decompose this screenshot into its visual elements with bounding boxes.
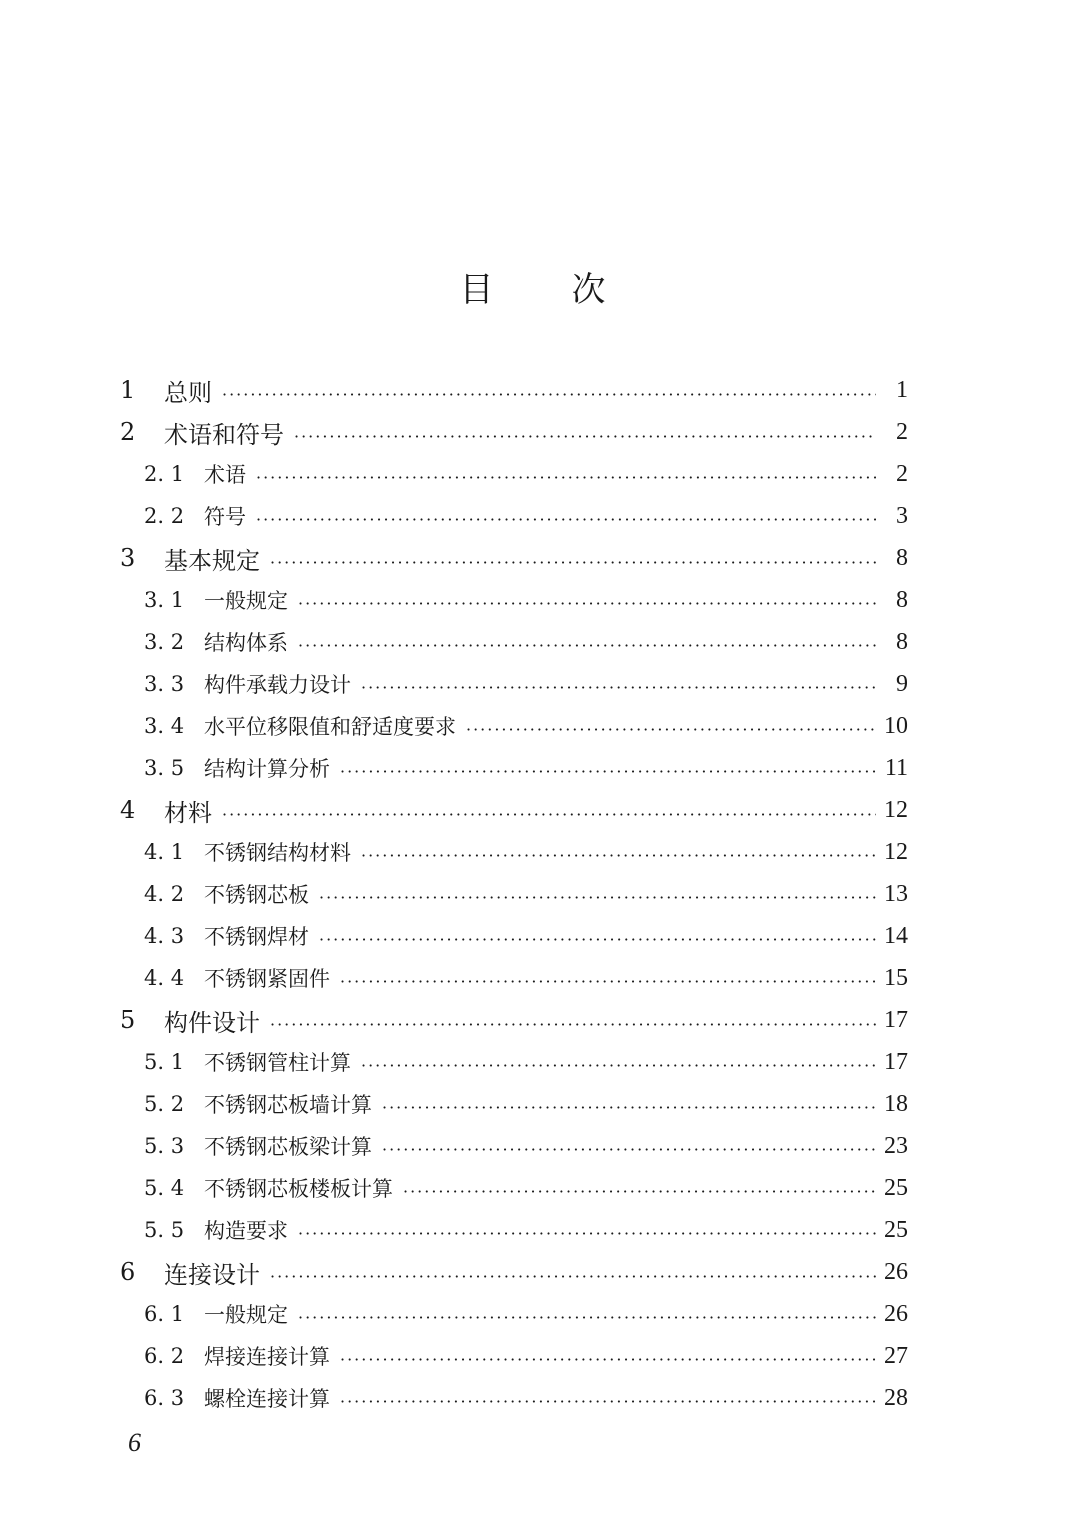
toc-entry-number: 5. 3 [144, 1134, 185, 1158]
toc-chapter-entry[interactable] [120, 369, 908, 411]
toc-section-entry[interactable] [120, 1209, 908, 1251]
toc-entry-page: 2 [896, 460, 908, 487]
toc-entry-number: 4. 3 [144, 924, 185, 948]
toc-chapter-entry[interactable] [120, 999, 908, 1041]
toc-entry-number: 5. 4 [144, 1176, 185, 1200]
toc-chapter-entry[interactable] [120, 411, 908, 453]
toc-chapter-entry[interactable] [120, 537, 908, 579]
toc-entry-title: 不锈钢芯板 [204, 883, 309, 907]
toc-entry-title: 符号 [204, 505, 246, 529]
toc-entry-title: 不锈钢管柱计算 [204, 1051, 351, 1075]
toc-entry-title: 不锈钢紧固件 [204, 967, 330, 991]
toc-entry-page: 1 [896, 376, 908, 403]
toc-dot-leader [270, 1006, 876, 1035]
toc-entry-number: 5. 1 [144, 1050, 185, 1074]
toc-chapter-entry[interactable] [120, 789, 908, 831]
toc-entry-number: 3 [120, 544, 136, 572]
toc-section-entry[interactable] [120, 873, 908, 915]
toc-dot-leader [340, 1343, 876, 1368]
page-title-char-1: 目 [459, 270, 494, 310]
toc-section-entry[interactable] [120, 1083, 908, 1125]
toc-entry-page: 14 [884, 922, 908, 949]
toc-entry-page: 9 [896, 670, 908, 697]
toc-entry-title: 螺栓连接计算 [204, 1387, 330, 1411]
toc-entry-page: 17 [884, 1048, 908, 1075]
toc-dot-leader [361, 839, 876, 864]
toc-section-entry[interactable] [120, 579, 908, 621]
toc-entry-title: 构造要求 [204, 1219, 288, 1243]
toc-entry-number: 4. 4 [144, 966, 185, 990]
toc-entry-number: 3. 1 [144, 588, 185, 612]
toc-entry-number: 4. 2 [144, 882, 185, 906]
toc-section-entry[interactable] [120, 1335, 908, 1377]
toc-dot-leader [298, 1301, 876, 1326]
toc-entry-number: 3. 4 [144, 714, 185, 738]
toc-dot-leader [403, 1175, 876, 1200]
toc-entry-page: 25 [884, 1174, 908, 1201]
toc-entry-number: 6. 3 [144, 1386, 185, 1410]
toc-entry-title: 不锈钢芯板楼板计算 [204, 1177, 393, 1201]
table-of-contents [120, 369, 908, 1419]
toc-entry-title: 焊接连接计算 [204, 1345, 330, 1369]
toc-entry-page: 2 [896, 418, 908, 445]
toc-dot-leader [361, 1049, 876, 1074]
toc-entry-page: 8 [896, 628, 908, 655]
toc-dot-leader [466, 713, 876, 738]
toc-entry-title: 不锈钢焊材 [204, 925, 309, 949]
toc-entry-title: 不锈钢结构材料 [204, 841, 351, 865]
toc-entry-number: 4. 1 [144, 840, 185, 864]
toc-dot-leader [340, 1385, 876, 1410]
toc-dot-leader [222, 376, 876, 405]
toc-dot-leader [382, 1091, 876, 1116]
toc-entry-number: 6. 2 [144, 1344, 185, 1368]
toc-dot-leader [222, 796, 876, 825]
toc-dot-leader [298, 629, 876, 654]
toc-entry-number: 3. 5 [144, 756, 185, 780]
toc-entry-page: 8 [896, 586, 908, 613]
toc-section-entry[interactable] [120, 1167, 908, 1209]
toc-section-entry[interactable] [120, 1293, 908, 1335]
toc-section-entry[interactable] [120, 1125, 908, 1167]
toc-dot-leader [382, 1133, 876, 1158]
toc-chapter-entry[interactable] [120, 1251, 908, 1293]
toc-entry-title: 基本规定 [164, 546, 260, 575]
toc-dot-leader [361, 671, 876, 696]
toc-entry-page: 15 [884, 964, 908, 991]
toc-section-entry[interactable] [120, 957, 908, 999]
toc-entry-title: 连接设计 [164, 1260, 260, 1289]
toc-entry-page: 11 [884, 754, 908, 781]
page-title [0, 262, 1065, 311]
toc-dot-leader [319, 923, 876, 948]
toc-entry-page: 17 [884, 1006, 908, 1033]
toc-entry-title: 一般规定 [204, 589, 288, 613]
toc-entry-page: 26 [884, 1300, 908, 1327]
toc-section-entry[interactable] [120, 705, 908, 747]
toc-entry-page: 13 [884, 880, 908, 907]
toc-entry-title: 总则 [164, 378, 212, 407]
toc-section-entry[interactable] [120, 1377, 908, 1419]
toc-dot-leader [270, 544, 876, 573]
toc-dot-leader [256, 503, 876, 528]
toc-entry-title: 构件设计 [164, 1008, 260, 1037]
toc-section-entry[interactable] [120, 621, 908, 663]
toc-dot-leader [256, 461, 876, 486]
toc-entry-number: 5 [120, 1006, 136, 1034]
toc-dot-leader [319, 881, 876, 906]
toc-entry-number: 5. 5 [144, 1218, 185, 1242]
toc-dot-leader [270, 1258, 876, 1287]
toc-entry-page: 28 [884, 1384, 908, 1411]
toc-entry-page: 25 [884, 1216, 908, 1243]
toc-entry-number: 3. 2 [144, 630, 185, 654]
toc-dot-leader [340, 965, 876, 990]
toc-entry-title: 一般规定 [204, 1303, 288, 1327]
toc-entry-number: 2. 1 [144, 462, 185, 486]
toc-dot-leader [340, 755, 876, 780]
toc-entry-page: 12 [884, 796, 908, 823]
page-number: 6 [128, 1428, 141, 1457]
toc-dot-leader [298, 587, 876, 612]
toc-entry-number: 1 [120, 376, 136, 404]
toc-section-entry[interactable] [120, 495, 908, 537]
toc-entry-number: 5. 2 [144, 1092, 185, 1116]
toc-entry-page: 8 [896, 544, 908, 571]
toc-entry-title: 构件承载力设计 [204, 673, 351, 697]
toc-entry-number: 6 [120, 1258, 136, 1286]
toc-entry-page: 12 [884, 838, 908, 865]
toc-entry-number: 4 [120, 796, 136, 824]
toc-entry-title: 不锈钢芯板墙计算 [204, 1093, 372, 1117]
toc-section-entry[interactable] [120, 915, 908, 957]
toc-entry-page: 27 [884, 1342, 908, 1369]
toc-entry-title: 结构体系 [204, 631, 288, 655]
toc-entry-page: 10 [884, 712, 908, 739]
toc-entry-title: 术语和符号 [164, 420, 284, 449]
toc-entry-title: 水平位移限值和舒适度要求 [204, 715, 456, 739]
toc-entry-title: 术语 [204, 463, 246, 487]
toc-entry-title: 不锈钢芯板梁计算 [204, 1135, 372, 1159]
toc-dot-leader [294, 418, 876, 447]
toc-entry-number: 6. 1 [144, 1302, 185, 1326]
toc-entry-page: 3 [896, 502, 908, 529]
toc-section-entry[interactable] [120, 1041, 908, 1083]
toc-section-entry[interactable] [120, 747, 908, 789]
toc-entry-number: 2. 2 [144, 504, 185, 528]
toc-entry-page: 26 [884, 1258, 908, 1285]
toc-entry-title: 结构计算分析 [204, 757, 330, 781]
toc-entry-title: 材料 [164, 798, 212, 827]
page-title-char-2: 次 [571, 270, 606, 310]
toc-entry-page: 23 [884, 1132, 908, 1159]
toc-entry-number: 3. 3 [144, 672, 185, 696]
toc-entry-page: 18 [884, 1090, 908, 1117]
toc-entry-number: 2 [120, 418, 136, 446]
toc-section-entry[interactable] [120, 663, 908, 705]
toc-section-entry[interactable] [120, 453, 908, 495]
toc-section-entry[interactable] [120, 831, 908, 873]
toc-dot-leader [298, 1217, 876, 1242]
